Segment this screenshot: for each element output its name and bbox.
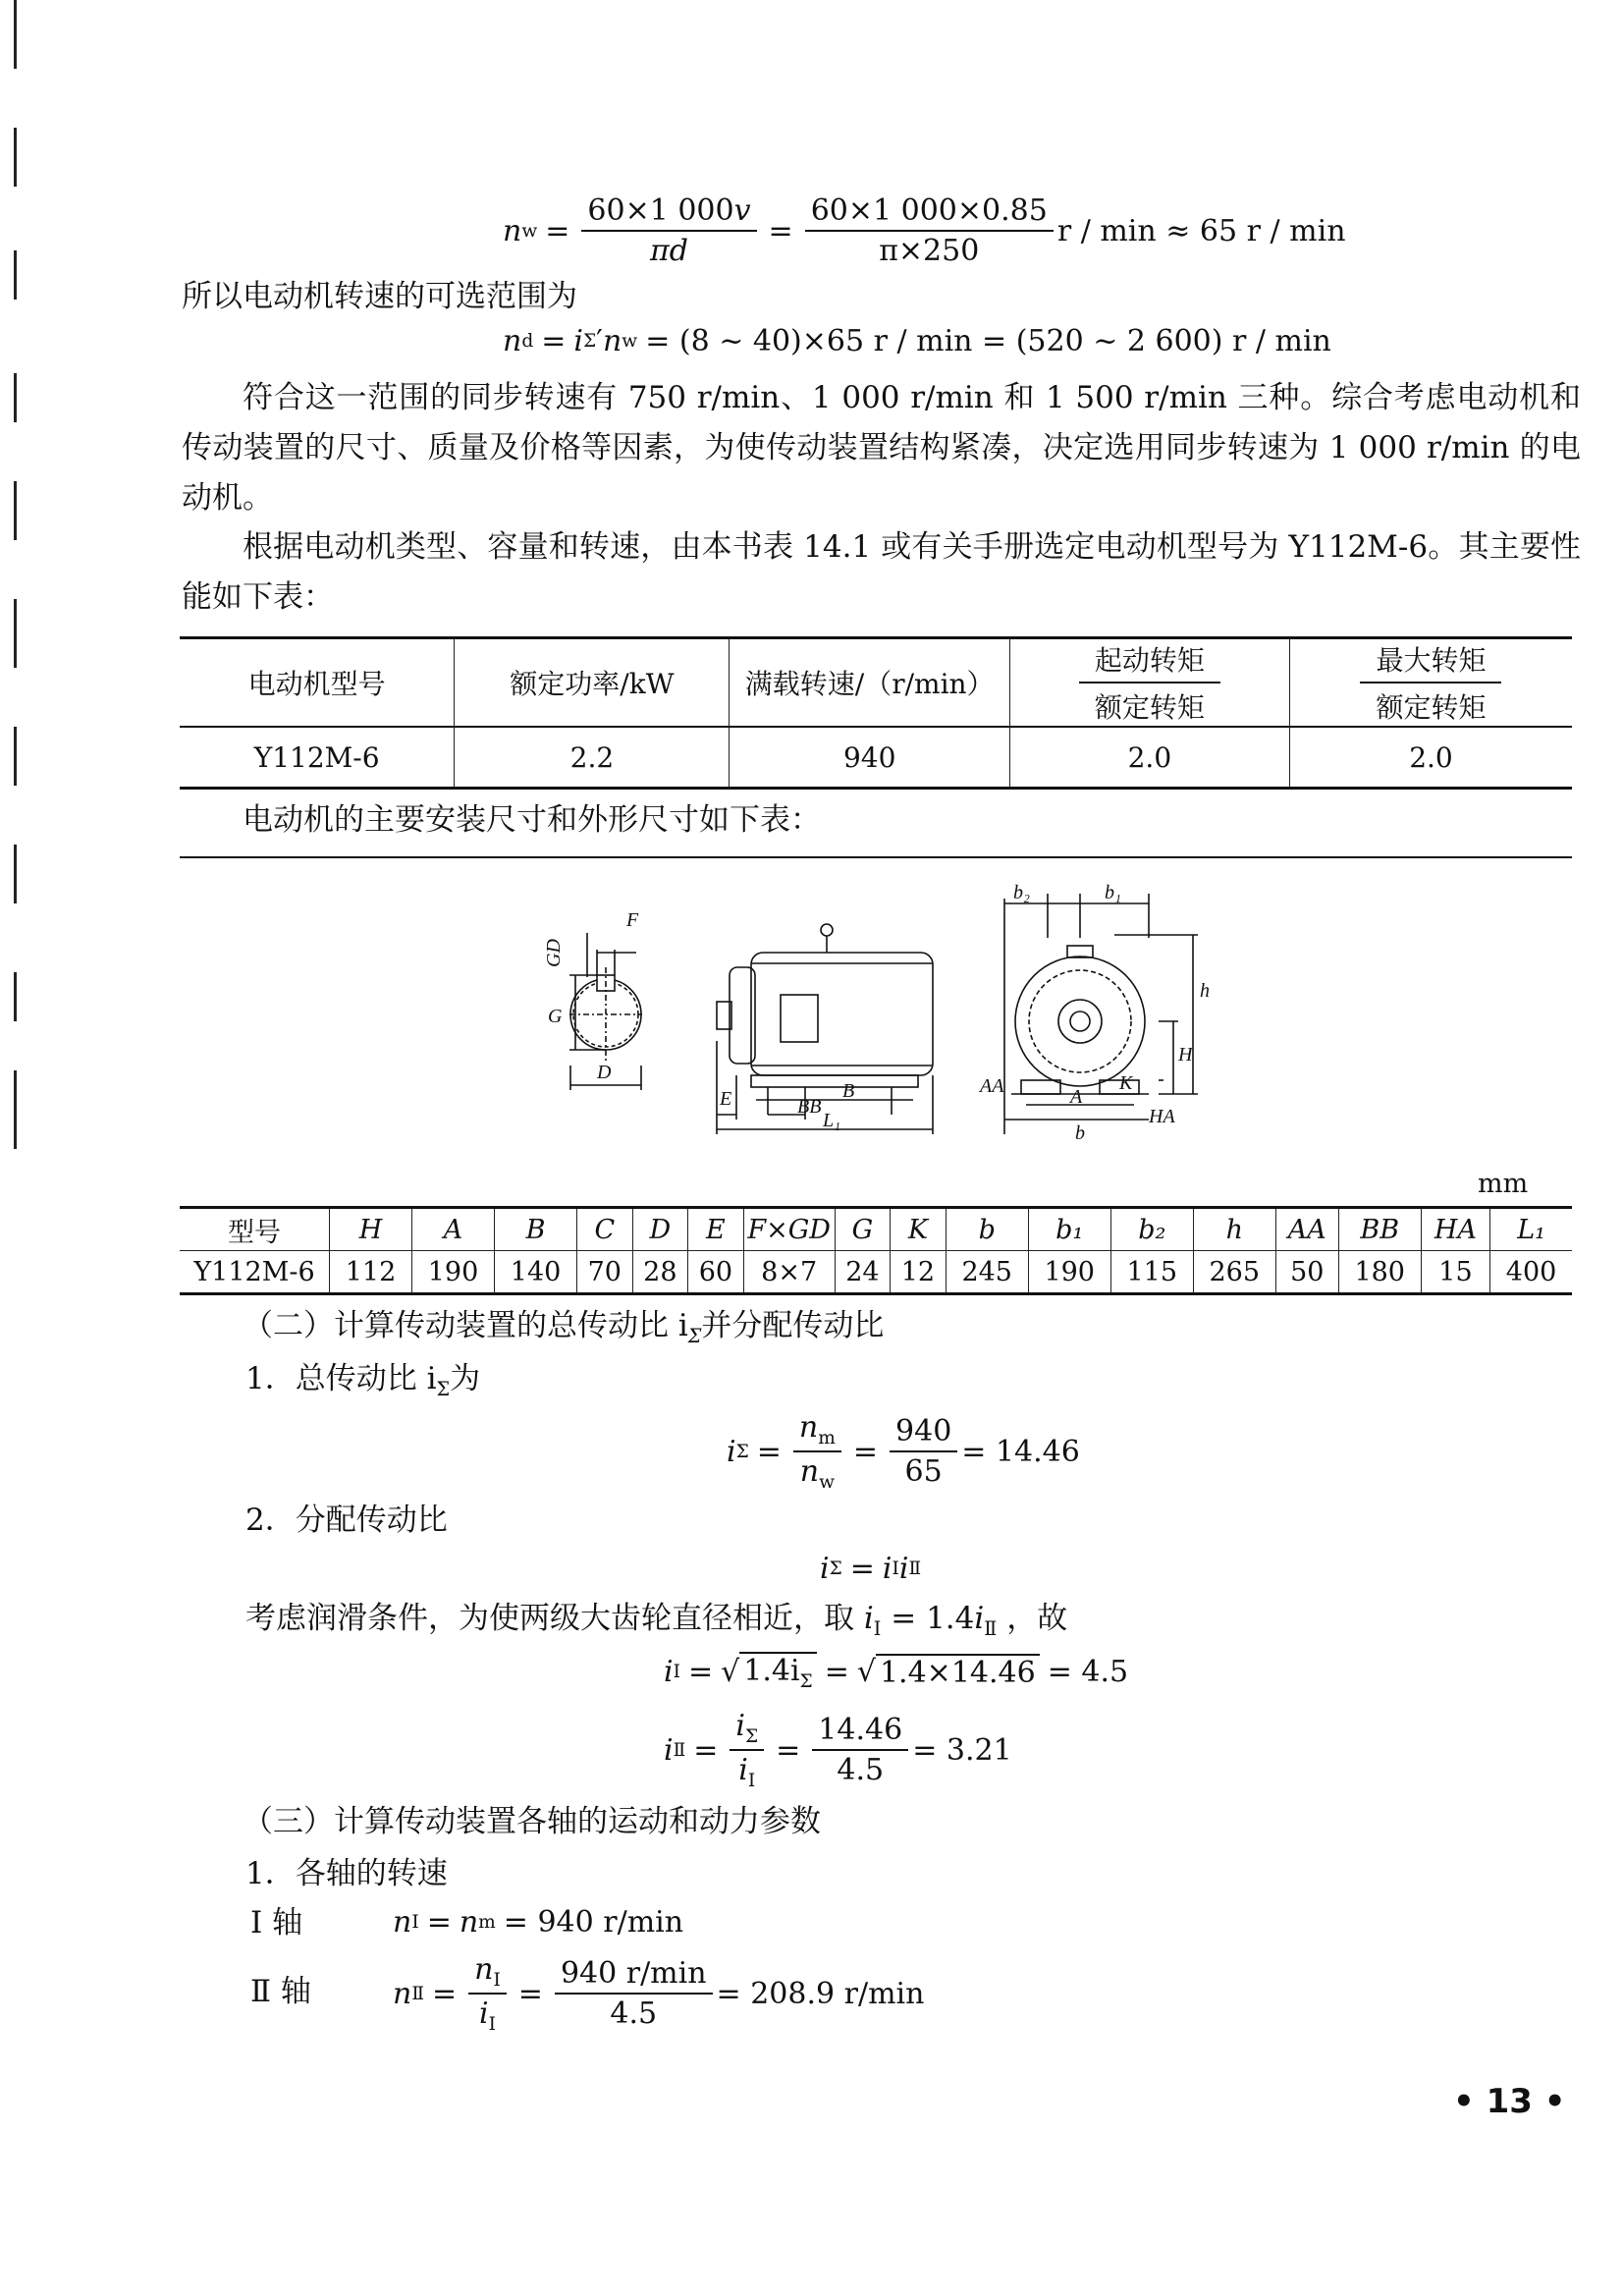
cell: 190 [1028, 1251, 1110, 1294]
label-b1: b₁ [1105, 882, 1121, 903]
label-AA: AA [980, 1075, 1004, 1097]
label-b2: b₂ [1013, 882, 1030, 903]
equation-split: i Σ = i Ⅰ i Ⅱ [820, 1552, 922, 1586]
binder-mark [14, 128, 17, 187]
header-cell: AA [1275, 1208, 1338, 1251]
label-B: B [842, 1080, 855, 1102]
header-cell: b₁ [1028, 1208, 1110, 1251]
label-GD: GD [543, 939, 565, 967]
label-b: b [1075, 1122, 1085, 1144]
section-3-heading: （三）计算传动装置各轴的运动和动力参数 [243, 1804, 821, 1839]
label-BB: BB [797, 1096, 822, 1118]
page-number: • 13 • [1453, 2082, 1566, 2121]
table-header-row [180, 638, 1572, 728]
motor-end-view [978, 882, 1210, 1144]
shaft-1-label: Ⅰ 轴 [250, 1905, 303, 1941]
cell: 8×7 [743, 1251, 835, 1294]
cell: Y112M-6 [193, 1256, 315, 1287]
label-A: A [1070, 1086, 1083, 1108]
cell: 28 [632, 1251, 688, 1294]
label-h: h [1200, 980, 1210, 1002]
shaft-section-view [543, 909, 642, 1090]
cell: 50 [1275, 1251, 1338, 1294]
item-1-heading: 1．总传动比 $i_\Sigma$为 [245, 1361, 481, 1401]
unit-label: mm [1478, 1169, 1529, 1199]
equation-total-ratio: i Σ = $\frac{n_m}{n_w}$ = $\frac{940}{65}$ = 14.46 [727, 1410, 1080, 1493]
header-cell: b₂ [1110, 1208, 1193, 1251]
motor-side-view [717, 924, 933, 1134]
binder-mark [14, 250, 17, 300]
cell: 2.0 [1289, 727, 1572, 789]
table-row [180, 1251, 1572, 1294]
cell: 2.2 [455, 727, 730, 789]
header-cell: 型号 [180, 1208, 330, 1251]
label-H: H [1178, 1044, 1193, 1066]
header-cell: H [330, 1208, 412, 1251]
range-intro: 所以电动机转速的可选范围为 [182, 279, 577, 314]
cell: Y112M-6 [253, 740, 380, 774]
item-2-heading: 2．分配传动比 [245, 1503, 448, 1538]
binder-mark [14, 727, 17, 786]
dims-paragraph: 电动机的主要安装尺寸和外形尺寸如下表： [243, 802, 821, 838]
header-cell-ratio2: 最大转矩 额定转矩 [1289, 638, 1572, 728]
binder-mark [14, 1070, 17, 1149]
cell: 245 [946, 1251, 1028, 1294]
lubrication-paragraph: 考虑润滑条件，为使两级大齿轮直径相近，取 $i_Ⅰ = 1.4i_Ⅱ$ ，故 [245, 1601, 1068, 1641]
table-row [180, 727, 1572, 789]
label-G: G [548, 1006, 563, 1027]
header-cell: K [891, 1208, 947, 1251]
cell: 2.0 [1009, 727, 1289, 789]
header-cell: F×GD [743, 1208, 835, 1251]
cell: 265 [1193, 1251, 1275, 1294]
divider [180, 856, 1572, 858]
shaft-2-label: Ⅱ 轴 [250, 1974, 311, 2009]
cell: 60 [688, 1251, 744, 1294]
equation-shaft-2: n Ⅱ = $\frac{n_Ⅰ}{i_Ⅰ}$ = $\frac{940 r/\min}{4.5}$ = 208.9 r/min [393, 1952, 925, 2035]
header-cell: G [835, 1208, 891, 1251]
binder-mark [14, 972, 17, 1021]
header-cell: HA [1421, 1208, 1489, 1251]
section-2-heading: （二）计算传动装置的总传动比 $i_\Sigma$并分配传动比 [243, 1308, 885, 1348]
label-E: E [720, 1088, 732, 1110]
header-cell: C [577, 1208, 633, 1251]
equation-nd: n d = i Σ ′ n w = (8 ~ 40)×65 r / min = (520 ~ 2 600) r / min [503, 324, 1331, 358]
header-cell: h [1193, 1208, 1275, 1251]
item-speed-heading: 1．各轴的转速 [245, 1856, 448, 1891]
header-cell: A [412, 1208, 495, 1251]
cell: 940 [730, 727, 1009, 789]
header-cell: B [495, 1208, 577, 1251]
binder-mark [14, 599, 17, 668]
cell: 24 [835, 1251, 891, 1294]
cell: 140 [495, 1251, 577, 1294]
dimensions-table [180, 1206, 1572, 1295]
label-F: F [626, 909, 639, 931]
motor-outline-drawing [511, 879, 1257, 1164]
cell: 15 [1421, 1251, 1489, 1294]
equation-i1: i Ⅰ = √ $1.4i_\Sigma$ = √ 1.4×14.46 = 4.5 [664, 1654, 1129, 1692]
cell: 180 [1338, 1251, 1421, 1294]
binder-mark [14, 481, 17, 540]
equation-nw: n w = $\frac{60\times 1 000v}{\pi d}$ = $\frac{60\times 1 000\times 0.85}{\pi\times 250}$ r / min ≈ 65 r / min [503, 193, 1346, 268]
cell: 70 [577, 1251, 633, 1294]
header-cell: b [946, 1208, 1028, 1251]
model-paragraph: 根据电动机类型、容量和转速，由本书表 14.1 或有关手册选定电动机型号为 Y112M-6。其主要性能如下表： [182, 529, 1581, 615]
header-cell: E [688, 1208, 744, 1251]
cell: 112 [330, 1251, 412, 1294]
header-cell: 电动机型号 [247, 668, 386, 700]
table-header-row [180, 1208, 1572, 1251]
binder-mark [14, 373, 17, 422]
header-cell: L₁ [1490, 1208, 1572, 1251]
binder-mark [14, 0, 17, 69]
label-L1: L₁ [823, 1110, 841, 1131]
header-cell: D [632, 1208, 688, 1251]
cell: 115 [1110, 1251, 1193, 1294]
label-D: D [597, 1062, 612, 1083]
cell: 190 [412, 1251, 495, 1294]
sync-speed-paragraph: 符合这一范围的同步转速有 750 r/min、1 000 r/min 和 1 500 r/min 三种。综合考虑电动机和传动装置的尺寸、质量及价格等因素，为使传动装置结构紧凑，决定选用同步转速为 1 000 r/min 的电动机。 [182, 380, 1581, 516]
label-K: K [1119, 1072, 1133, 1094]
header-cell: 额定功率/kW [455, 638, 730, 728]
header-cell: 满载转速/（r/min） [730, 638, 1009, 728]
label-HA: HA [1149, 1106, 1175, 1127]
cell: 12 [891, 1251, 947, 1294]
cell: 400 [1490, 1251, 1572, 1294]
equation-i2: i Ⅱ = $\frac{i_\Sigma}{i_Ⅰ}$ = $\frac{14.46}{4.5}$ = 3.21 [664, 1709, 1012, 1791]
equation-shaft-1: n Ⅰ = n m = 940 r/min [393, 1905, 684, 1940]
performance-table [180, 636, 1572, 790]
header-cell: BB [1338, 1208, 1421, 1251]
header-cell-ratio1: 起动转矩 额定转矩 [1009, 638, 1289, 728]
binder-mark [14, 845, 17, 903]
